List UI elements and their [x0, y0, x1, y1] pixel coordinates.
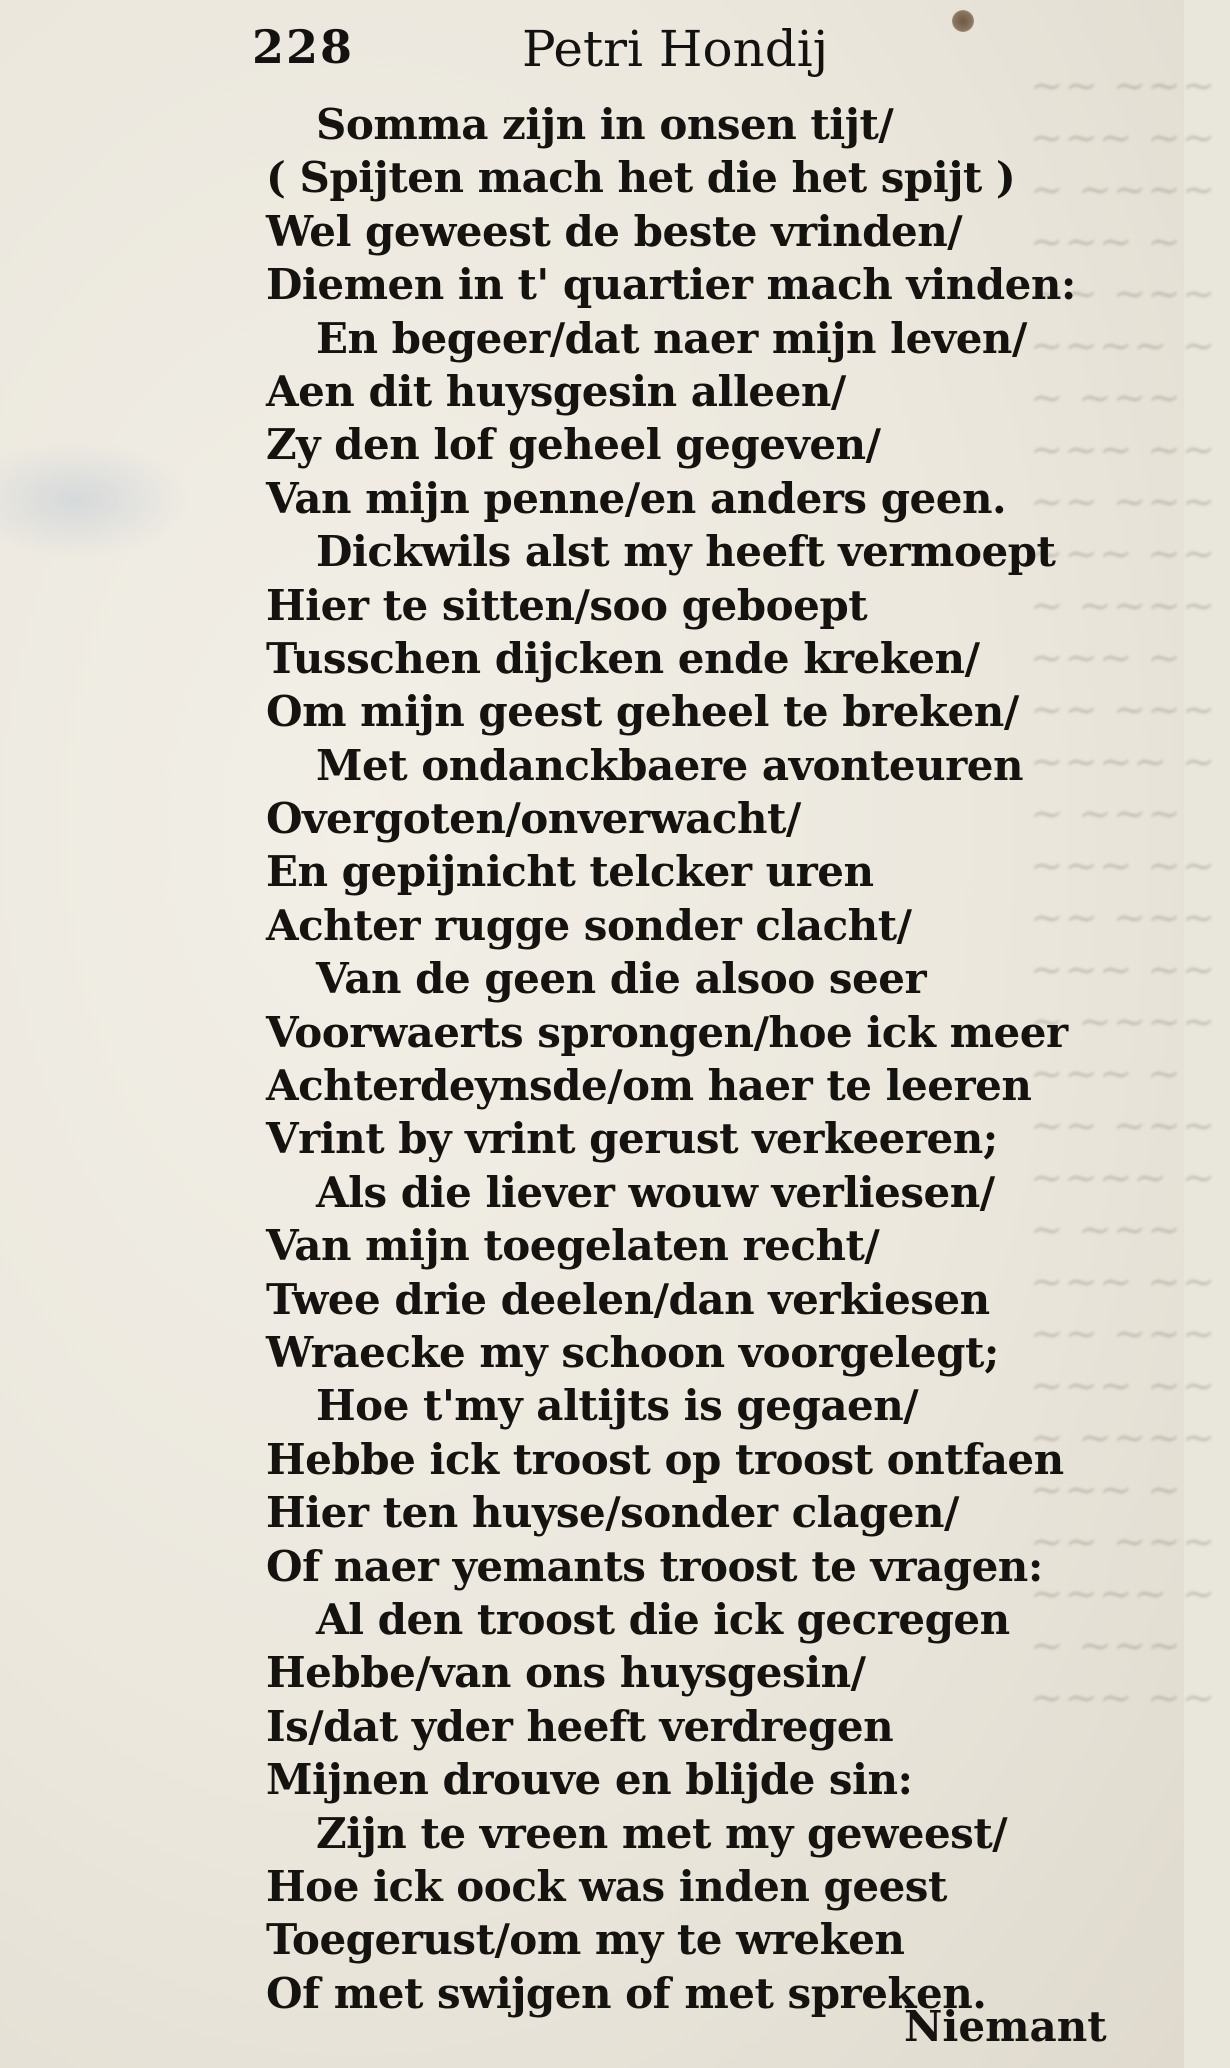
- poem-line: Wel geweest de beste vrinden/: [266, 206, 963, 256]
- poem-line: Tusschen dijcken ende kreken/: [266, 633, 980, 683]
- poem-line: Of met swijgen of met spreken.: [266, 1968, 987, 2018]
- poem-line: Van de geen die alsoo seer: [316, 954, 927, 1004]
- poem-line: Wraecke my schoon voorgelegt;: [266, 1327, 999, 1377]
- poem-line: Is/dat yder heeft verdregen: [266, 1701, 894, 1751]
- page-number: 228: [252, 20, 355, 74]
- poem-line: Hebbe ick troost op troost ontfaen: [266, 1434, 1064, 1484]
- worm-hole: [952, 10, 974, 32]
- poem-line: Achterdeynsde/om haer te leeren: [266, 1061, 1032, 1111]
- page-stain: [0, 440, 190, 560]
- poem-line: Van mijn toegelaten recht/: [266, 1221, 880, 1271]
- poem-line: Somma zijn in onsen tijt/: [316, 100, 894, 149]
- poem-line: En begeer/dat naer mijn leven/: [316, 313, 1027, 363]
- poem-line: Met ondanckbaere avonteuren: [316, 740, 1024, 790]
- poem-line: Voorwaerts sprongen/hoe ick meer: [266, 1007, 1068, 1057]
- poem-line: Vrint by vrint gerust verkeeren;: [266, 1114, 998, 1164]
- poem-line: Dickwils alst my heeft vermoept: [316, 527, 1056, 577]
- poem-line: Aen dit huysgesin alleen/: [266, 366, 846, 416]
- poem-line: Hebbe/van ons huysgesin/: [266, 1648, 866, 1698]
- poem-line: Overgoten/onverwacht/: [266, 794, 801, 844]
- catchword: Niemant: [904, 2002, 1107, 2051]
- poem-line: Diemen in t' quartier mach vinden:: [266, 260, 1076, 310]
- poem-line: Zy den lof geheel gegeven/: [266, 420, 881, 470]
- poem-line: Hier te sitten/soo geboept: [266, 580, 868, 630]
- poem-line: Al den troost die ick gecregen: [316, 1594, 1010, 1644]
- poem-line: Of naer yemants troost te vragen:: [266, 1541, 1043, 1591]
- poem-line: Achter rugge sonder clacht/: [266, 900, 912, 950]
- poem-line: Toegerust/om my te wreken: [266, 1915, 905, 1965]
- poem-line: Twee drie deelen/dan verkiesen: [266, 1274, 990, 1324]
- poem-line: Om mijn geest geheel te breken/: [266, 687, 1019, 737]
- running-head: Petri Hondij: [522, 20, 829, 78]
- poem-body: [266, 98, 1126, 2020]
- poem-line: ( Spijten mach het die het spijt ): [266, 153, 1016, 203]
- bleed-through-text: ~~ ~~~ ~~~ ~~ ~ ~~~~ ~~~ ~ ~~ ~~~ ~~~~ ~ ~ ~~~ ~~~ ~~ ~~ ~~~ ~~~ ~~ ~ ~~~~ ~~~ ~ ~~ ~~~ ~~~~ ~ ~ ~~~ ~~~ ~~ ~~ ~~~ ~~~ ~~ ~ ~~~~ ~~~ ~ ~~ ~~~ ~~~~ ~ ~ ~~~ ~~~ ~~ ~~ ~~~ ~~~ ~~ ~ ~~~~ ~~~ ~ ~~ ~~~ ~~~~ ~ ~ ~~~ ~~~ ~~: [1030, 63, 1217, 1721]
- poem-line: Mijnen drouve en blijde sin:: [266, 1755, 913, 1805]
- poem-line: Van mijn penne/en anders geen.: [266, 473, 1007, 523]
- poem-line: Hoe t'my altijts is gegaen/: [316, 1381, 919, 1431]
- page-header: [252, 14, 852, 84]
- poem-line: Hier ten huyse/sonder clagen/: [266, 1488, 959, 1538]
- poem-line: Hoe ick oock was inden geest: [266, 1861, 947, 1911]
- poem-line: En gepijnicht telcker uren: [266, 847, 874, 897]
- poem-line: Zijn te vreen met my geweest/: [316, 1808, 1008, 1858]
- poem-line: Als die liever wouw verliesen/: [316, 1167, 995, 1217]
